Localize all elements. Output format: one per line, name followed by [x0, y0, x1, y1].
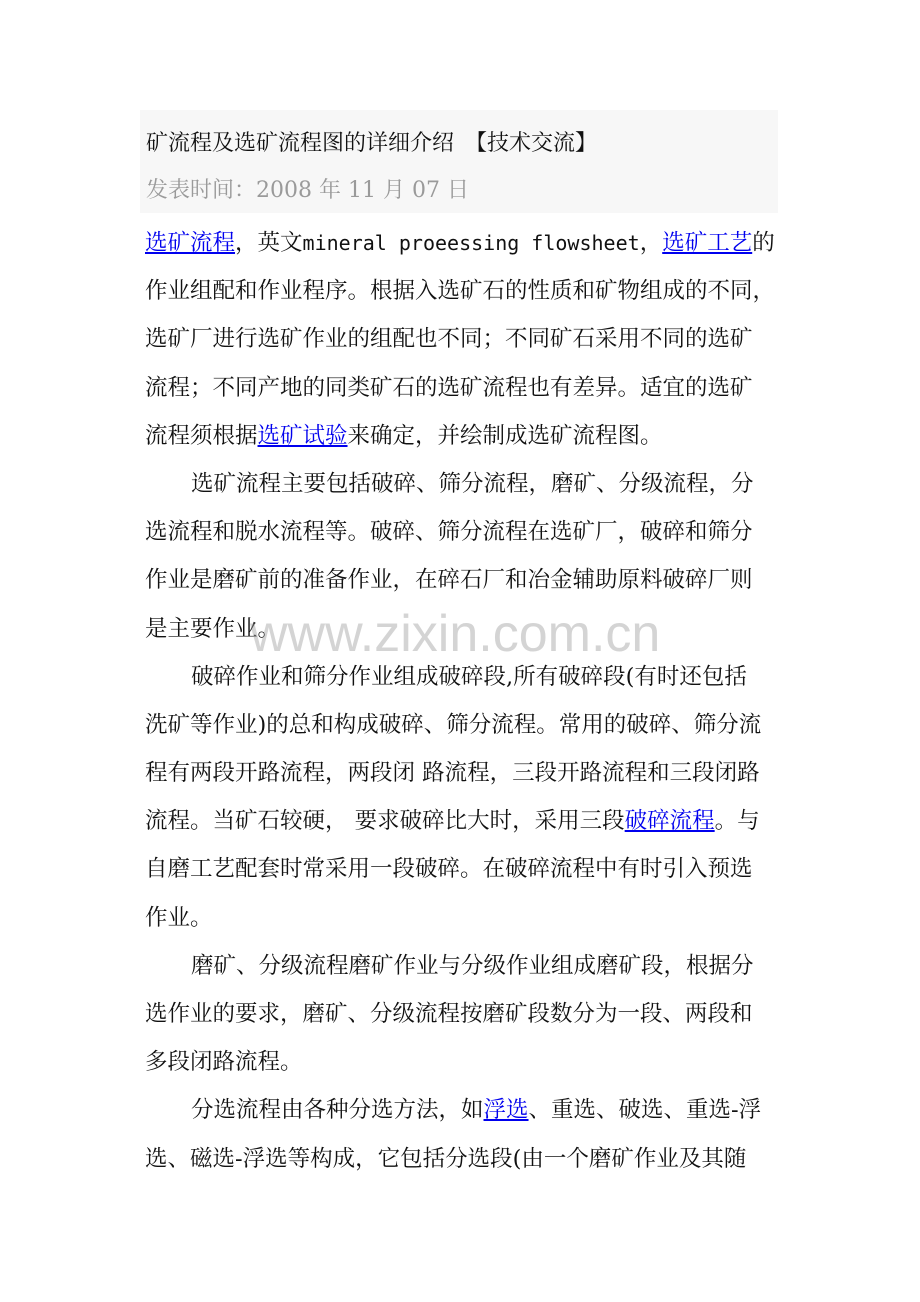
text-line: [145, 274, 778, 322]
text-segment: 选、磁选-浮选等构成，它包括分选段(由一个磨矿作业及其随: [145, 1145, 747, 1172]
text-segment: 。与: [714, 808, 760, 835]
article-header: [140, 110, 778, 213]
text-line: [145, 419, 778, 467]
text-segment: 破碎作业和筛分作业组成破碎段,所有破碎段(有时还包括: [191, 663, 747, 690]
text-segment: 是主要作业。: [145, 615, 281, 642]
text-line: [145, 1093, 778, 1141]
text-line: [145, 1142, 778, 1190]
text-segment: 流程须根据: [145, 422, 258, 449]
text-segment: ，英文: [235, 230, 303, 256]
watermark: www.zixin.com.cn: [250, 605, 661, 663]
text-segment: 作业是磨矿前的准备作业，在碎石厂和冶金辅助原料破碎厂则: [145, 567, 753, 594]
text-segment: 的: [752, 230, 775, 256]
article-body: [145, 226, 778, 1190]
text-segment: 来确定，并绘制成选矿流程图。: [347, 422, 663, 449]
term-link[interactable]: 破碎流程: [624, 808, 715, 835]
text-line: [145, 515, 778, 563]
text-segment: ，: [639, 230, 663, 256]
text-segment: 程有两段开路流程，两段闭 路流程，三段开路流程和三段闭路: [145, 760, 760, 787]
text-line: [145, 997, 778, 1045]
text-line: [145, 804, 778, 852]
text-segment: 作业组配和作业程序。根据入选矿石的性质和矿物组成的不同，: [145, 278, 776, 305]
text-line: [145, 949, 778, 997]
text-line: [145, 467, 778, 515]
text-segment: 流程；不同产地的同类矿石的选矿流程也有差异。适宜的选矿: [145, 374, 753, 401]
text-line: [145, 1045, 778, 1093]
term-link[interactable]: 选矿试验: [257, 422, 348, 449]
text-line: [145, 756, 778, 804]
term-link[interactable]: 选矿流程: [145, 230, 236, 256]
text-line: [145, 660, 778, 708]
term-link[interactable]: 选矿工艺: [662, 230, 753, 256]
text-segment: 、重选、破选、重选-浮: [528, 1097, 762, 1124]
text-segment: 选作业的要求，磨矿、分级流程按磨矿段数分为一段、两段和: [145, 1001, 753, 1027]
text-segment: 选矿厂进行选矿作业的组配也不同；不同矿石采用不同的选矿: [145, 326, 753, 353]
text-line: [145, 226, 778, 274]
text-line: [145, 708, 778, 756]
text-line: [145, 612, 778, 660]
text-line: [145, 322, 778, 370]
text-segment: 自磨工艺配套时常采用一段破碎。在破碎流程中有时引入预选: [145, 856, 753, 883]
text-segment: 分选流程由各种分选方法，如: [191, 1097, 484, 1124]
text-segment: 选流程和脱水流程等。破碎、筛分流程在选矿厂，破碎和筛分: [145, 519, 753, 546]
text-line: [145, 371, 778, 419]
term-link[interactable]: 浮选: [483, 1097, 529, 1124]
text-segment: 流程。当矿石较硬， 要求破碎比大时，采用三段: [145, 808, 625, 835]
text-segment: 磨矿、分级流程磨矿作业与分级作业组成磨矿段，根据分: [191, 952, 754, 979]
text-segment: 选矿流程主要包括破碎、筛分流程，磨矿、分级流程，分: [191, 470, 754, 497]
text-line: [145, 901, 778, 949]
text-segment: 作业。: [145, 904, 213, 931]
text-line: [145, 563, 778, 611]
text-segment: 洗矿等作业)的总和构成破碎、筛分流程。常用的破碎、筛分流: [145, 711, 762, 738]
text-segment: mineral proeessing flowsheet: [302, 231, 640, 255]
text-segment: 多段闭路流程。: [145, 1049, 303, 1076]
text-line: [145, 852, 778, 900]
publish-date: 发表时间：2008 年 11 月 07 日: [146, 178, 469, 203]
article-title: 矿流程及选矿流程图的详细介绍 【技术交流】: [146, 131, 598, 156]
